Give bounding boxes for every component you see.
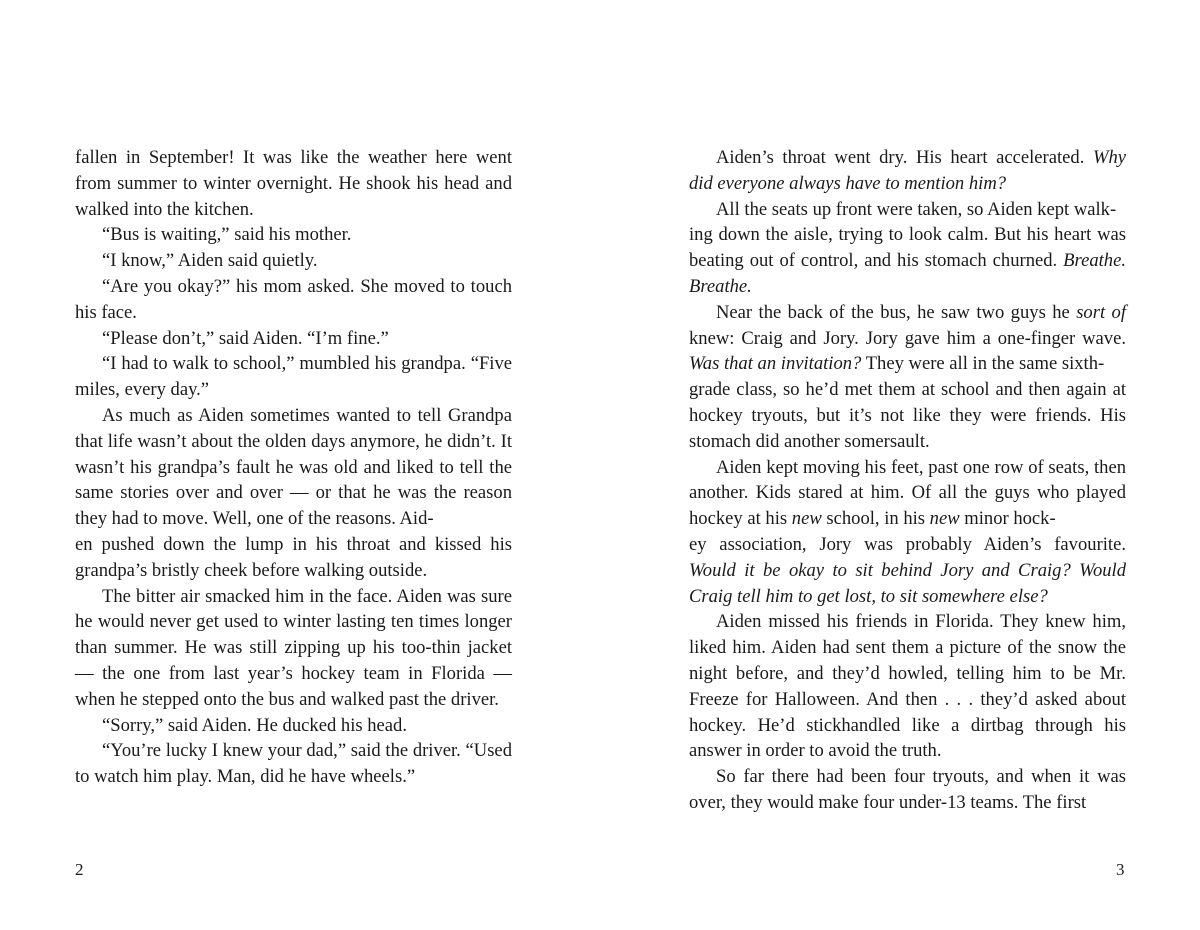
paragraph: Aiden kept moving his feet, past one row of seats, then another. Kids stared at him. Of all the guys who played hockey at his new school, in his new minor hock- ey association, Jory was probably Aiden’s favourite. Would it be okay to sit behind Jory and Craig? Would Craig tell him to get lost, to sit somewhere else? xyxy=(689,456,1126,607)
paragraph: All the seats up front were taken, so Aiden kept walk- ing down the aisle, trying to look calm. But his heart was beating out of control, and his stomach churned. Breathe. Breathe. xyxy=(689,198,1126,297)
right-page-text xyxy=(689,145,1126,816)
paragraph: “Bus is waiting,” said his mother. xyxy=(102,224,352,246)
right-page-number: 3 xyxy=(1116,860,1125,879)
paragraph: Aiden missed his friends in Florida. They knew him, liked him. Aiden had sent them a picture of the snow the night before, and they’d howled, telling him to be Mr. Freeze for Halloween. And then . . . they’d asked about hockey. He’d stickhandled like a dirtbag through his answer in order to avoid the truth. xyxy=(689,611,1126,762)
paragraph: As much as Aiden sometimes wanted to tell Grandpa that life wasn’t about the olden days anymore, he didn’t. It wasn’t his grandpa’s fault he was old and liked to tell the same stories over and over — or that he was the reason they had to move. Well, one of the reasons. Aid- en pushed down the lump in his throat and kissed his grandpa’s bristly cheek before walking outside. xyxy=(75,404,512,581)
paragraph: fallen in September! It was like the weather here went from summer to winter overnight. He shook his head and walked into the kitchen. xyxy=(75,147,512,220)
paragraph: The bitter air smacked him in the face. Aiden was sure he would never get used to winter lasting ten times longer than summer. He was still zipping up his too-thin jacket — the one from last year’s hockey team in Florida — when he stepped onto the bus and walked past the driver. xyxy=(75,585,512,710)
paragraph: “Please don’t,” said Aiden. “I’m fine.” xyxy=(102,327,389,349)
paragraph: “Are you okay?” his mom asked. She moved to touch his face. xyxy=(75,275,512,323)
paragraph: So far there had been four tryouts, and when it was over, they would make four under-13 teams. The first xyxy=(689,766,1126,813)
paragraph: “Sorry,” said Aiden. He ducked his head. xyxy=(102,714,407,736)
paragraph: Aiden’s throat went dry. His heart accelerated. Why did everyone always have to mention him? xyxy=(689,147,1126,194)
paragraph: “You’re lucky I knew your dad,” said the driver. “Used to watch him play. Man, did he have wheels.” xyxy=(75,740,512,788)
paragraph: “I know,” Aiden said quietly. xyxy=(102,250,318,272)
paragraph: Near the back of the bus, he saw two guys he sort of knew: Craig and Jory. Jory gave him a one-finger wave. Was that an invitation? They were all in the same sixth- grade class, so he’d met them at school and then again at hockey tryouts, but it’s not like they were friends. His stomach did another somersault. xyxy=(689,301,1126,452)
paragraph: “I had to walk to school,” mumbled his grandpa. “Five miles, every day.” xyxy=(75,353,512,401)
left-page-text xyxy=(75,145,512,790)
left-page-number: 2 xyxy=(75,860,84,879)
